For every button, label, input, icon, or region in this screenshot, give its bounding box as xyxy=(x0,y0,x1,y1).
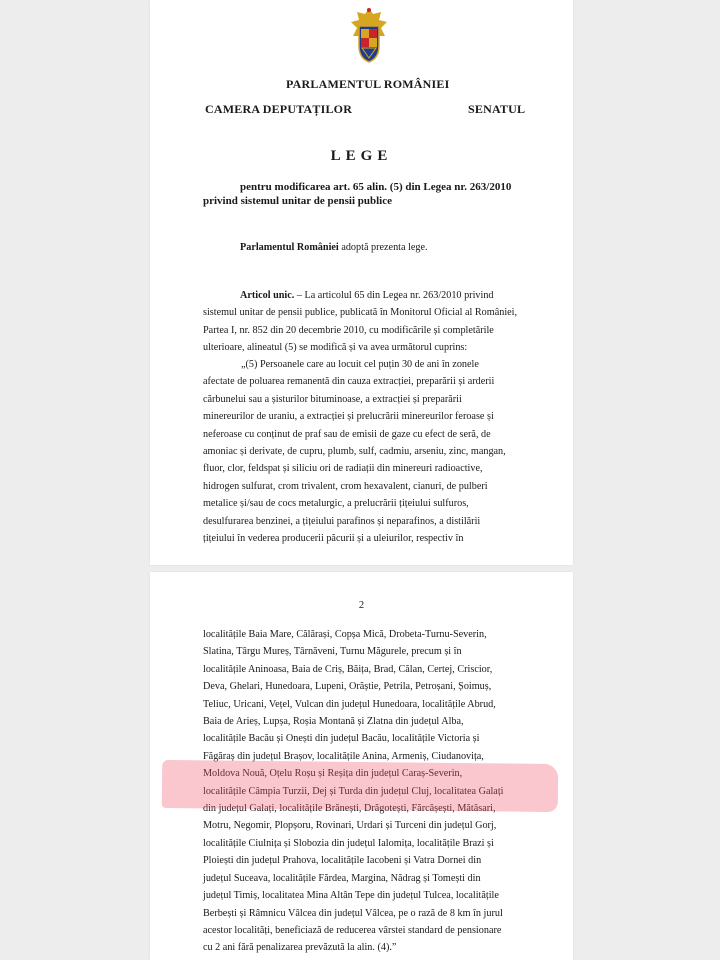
adoption-statement xyxy=(240,239,530,256)
adoption-statement-rest: adoptă prezenta lege. xyxy=(338,242,428,253)
article-line: Partea I, nr. 852 din 20 decembrie 2010, cu modificările și completările xyxy=(203,324,494,336)
quote-line: minereurilor de uraniu, a extracției și prelucrării minereurilor feroase și xyxy=(203,411,494,423)
text-line: Berbești și Râmnicu Vâlcea din județul Vâlcea, pe o rază de 8 km în jurul xyxy=(203,907,503,919)
law-subtitle-line-1: pentru modificarea art. 65 alin. (5) din Legea nr. 263/2010 xyxy=(240,181,512,193)
text-line: localitățile Baia Mare, Călărași, Copșa Mică, Drobeta-Turnu-Severin, xyxy=(203,629,487,640)
article-unique xyxy=(203,287,530,357)
page-number: 2 xyxy=(358,600,365,611)
parliament-heading: PARLAMENTUL ROMÂNIEI xyxy=(286,77,450,91)
quoted-paragraph xyxy=(203,356,530,547)
text-line: Moldova Nouă, Oțelu Roșu și Reșița din județul Caraș-Severin, xyxy=(203,768,463,780)
text-line: Motru, Negomir, Plopșoru, Rovinari, Urdari și Turceni din județul Gorj, xyxy=(203,820,497,832)
article-line: sistemul unitar de pensii publice, publicată în Monitorul Oficial al României, xyxy=(203,307,518,319)
quote-line: hidrogen sulfurat, crom trivalent, crom hexavalent, cianuri, de pulberi xyxy=(203,480,488,492)
law-title: LEGE xyxy=(330,148,393,164)
article-line: ulterioare, alineatul (5) se modifică și va avea următorul cuprins: xyxy=(203,342,468,354)
text-line: Făgăraș din județul Brașov, localitățile Anina, Armeniș, Ciudanovița, xyxy=(203,750,484,762)
continued-paragraph xyxy=(203,626,530,957)
text-line: localitățile Aninoasa, Baia de Criș, Băița, Brad, Călan, Certej, Criscior, xyxy=(203,663,493,675)
text-line: Baia de Arieș, Lupșa, Roșia Montană și Zlatna din județul Alba, xyxy=(203,716,464,728)
text-line: Deva, Ghelari, Hunedoara, Lupeni, Orăștie, Petrila, Petroșani, Șoimuș, xyxy=(203,681,492,693)
document-page-1 xyxy=(150,0,573,565)
adoption-statement-bold: Parlamentul României xyxy=(240,242,339,253)
text-line: din județul Galați, localitățile Brănești, Drăgotești, Fărcășești, Mătăsari, xyxy=(203,803,496,815)
document-page-2 xyxy=(150,572,573,960)
quote-line: fluor, clor, feldspat și siliciu ori de radiații din minereuri radioactive, xyxy=(203,463,483,475)
text-line: localitățile Ciulnița și Slobozia din județul Ialomița, localitățile Brazi și xyxy=(203,837,494,849)
quote-line: țițeiului în vederea producerii păcurii și a uleiurilor, respectiv în xyxy=(203,533,464,545)
article-line: Articol unic. – La articolul 65 din Legea nr. 263/2010 privind xyxy=(240,290,494,301)
quote-line: neferoase cu conținut de praf sau de emisii de gaze cu efect de seră, de xyxy=(203,428,491,440)
text-line: Slatina, Târgu Mureș, Târnăveni, Turnu Măgurele, precum și în xyxy=(203,646,462,658)
text-line: județul Suceava, localitățile Fărdea, Margina, Nădrag și Tomești din xyxy=(203,872,481,884)
text-line: Ploiești din județul Prahova, localitățile Iacobeni și Vatra Dornei din xyxy=(203,855,482,867)
text-line: localitățile Bacău și Onești din județul Bacău, localitățile Victoria și xyxy=(203,733,480,745)
quote-line: amoniac și derivate, de cupru, plumb, sulf, cadmiu, arseniu, zinc, mangan, xyxy=(203,446,506,458)
chamber-deputies-heading: CAMERA DEPUTAȚILOR xyxy=(205,102,353,116)
senate-heading: SENATUL xyxy=(468,102,526,116)
quote-line: metalice și/sau de cocs metalurgic, a prelucrării țițeiului sulfuros, xyxy=(203,498,469,510)
text-line: localitățile Câmpia Turzii, Dej și Turda din județul Cluj, localitatea Galați xyxy=(203,785,504,797)
quote-line: „(5) Persoanele care au locuit cel puțin 30 de ani în zonele xyxy=(241,359,479,370)
article-label: Articol unic. xyxy=(240,290,295,301)
law-subtitle-line-2: privind sistemul unitar de pensii publice xyxy=(203,195,392,207)
text-line: județul Timiș, localitatea Mina Altân Tepe din județul Tulcea, localitățile xyxy=(203,890,499,902)
text-line: cu 2 ani fără penalizarea prevăzută la alin. (4).” xyxy=(203,942,397,954)
quote-line: afectate de poluarea remanentă din cauza extracției, preparării și arderii xyxy=(203,376,495,388)
romania-coat-of-arms-icon xyxy=(347,6,391,64)
text-line: acestor localități, beneficiază de reducerea vârstei standard de pensionare xyxy=(203,924,502,936)
quote-line: cărbunelui sau a șisturilor bituminoase, a extracției și preparării xyxy=(203,393,462,405)
text-line: Teliuc, Uricani, Vețel, Vulcan din județul Hunedoara, localitățile Abrud, xyxy=(203,698,496,710)
quote-line: desulfurarea benzinei, a țițeiului parafinos și neparafinos, a distilării xyxy=(203,515,481,527)
